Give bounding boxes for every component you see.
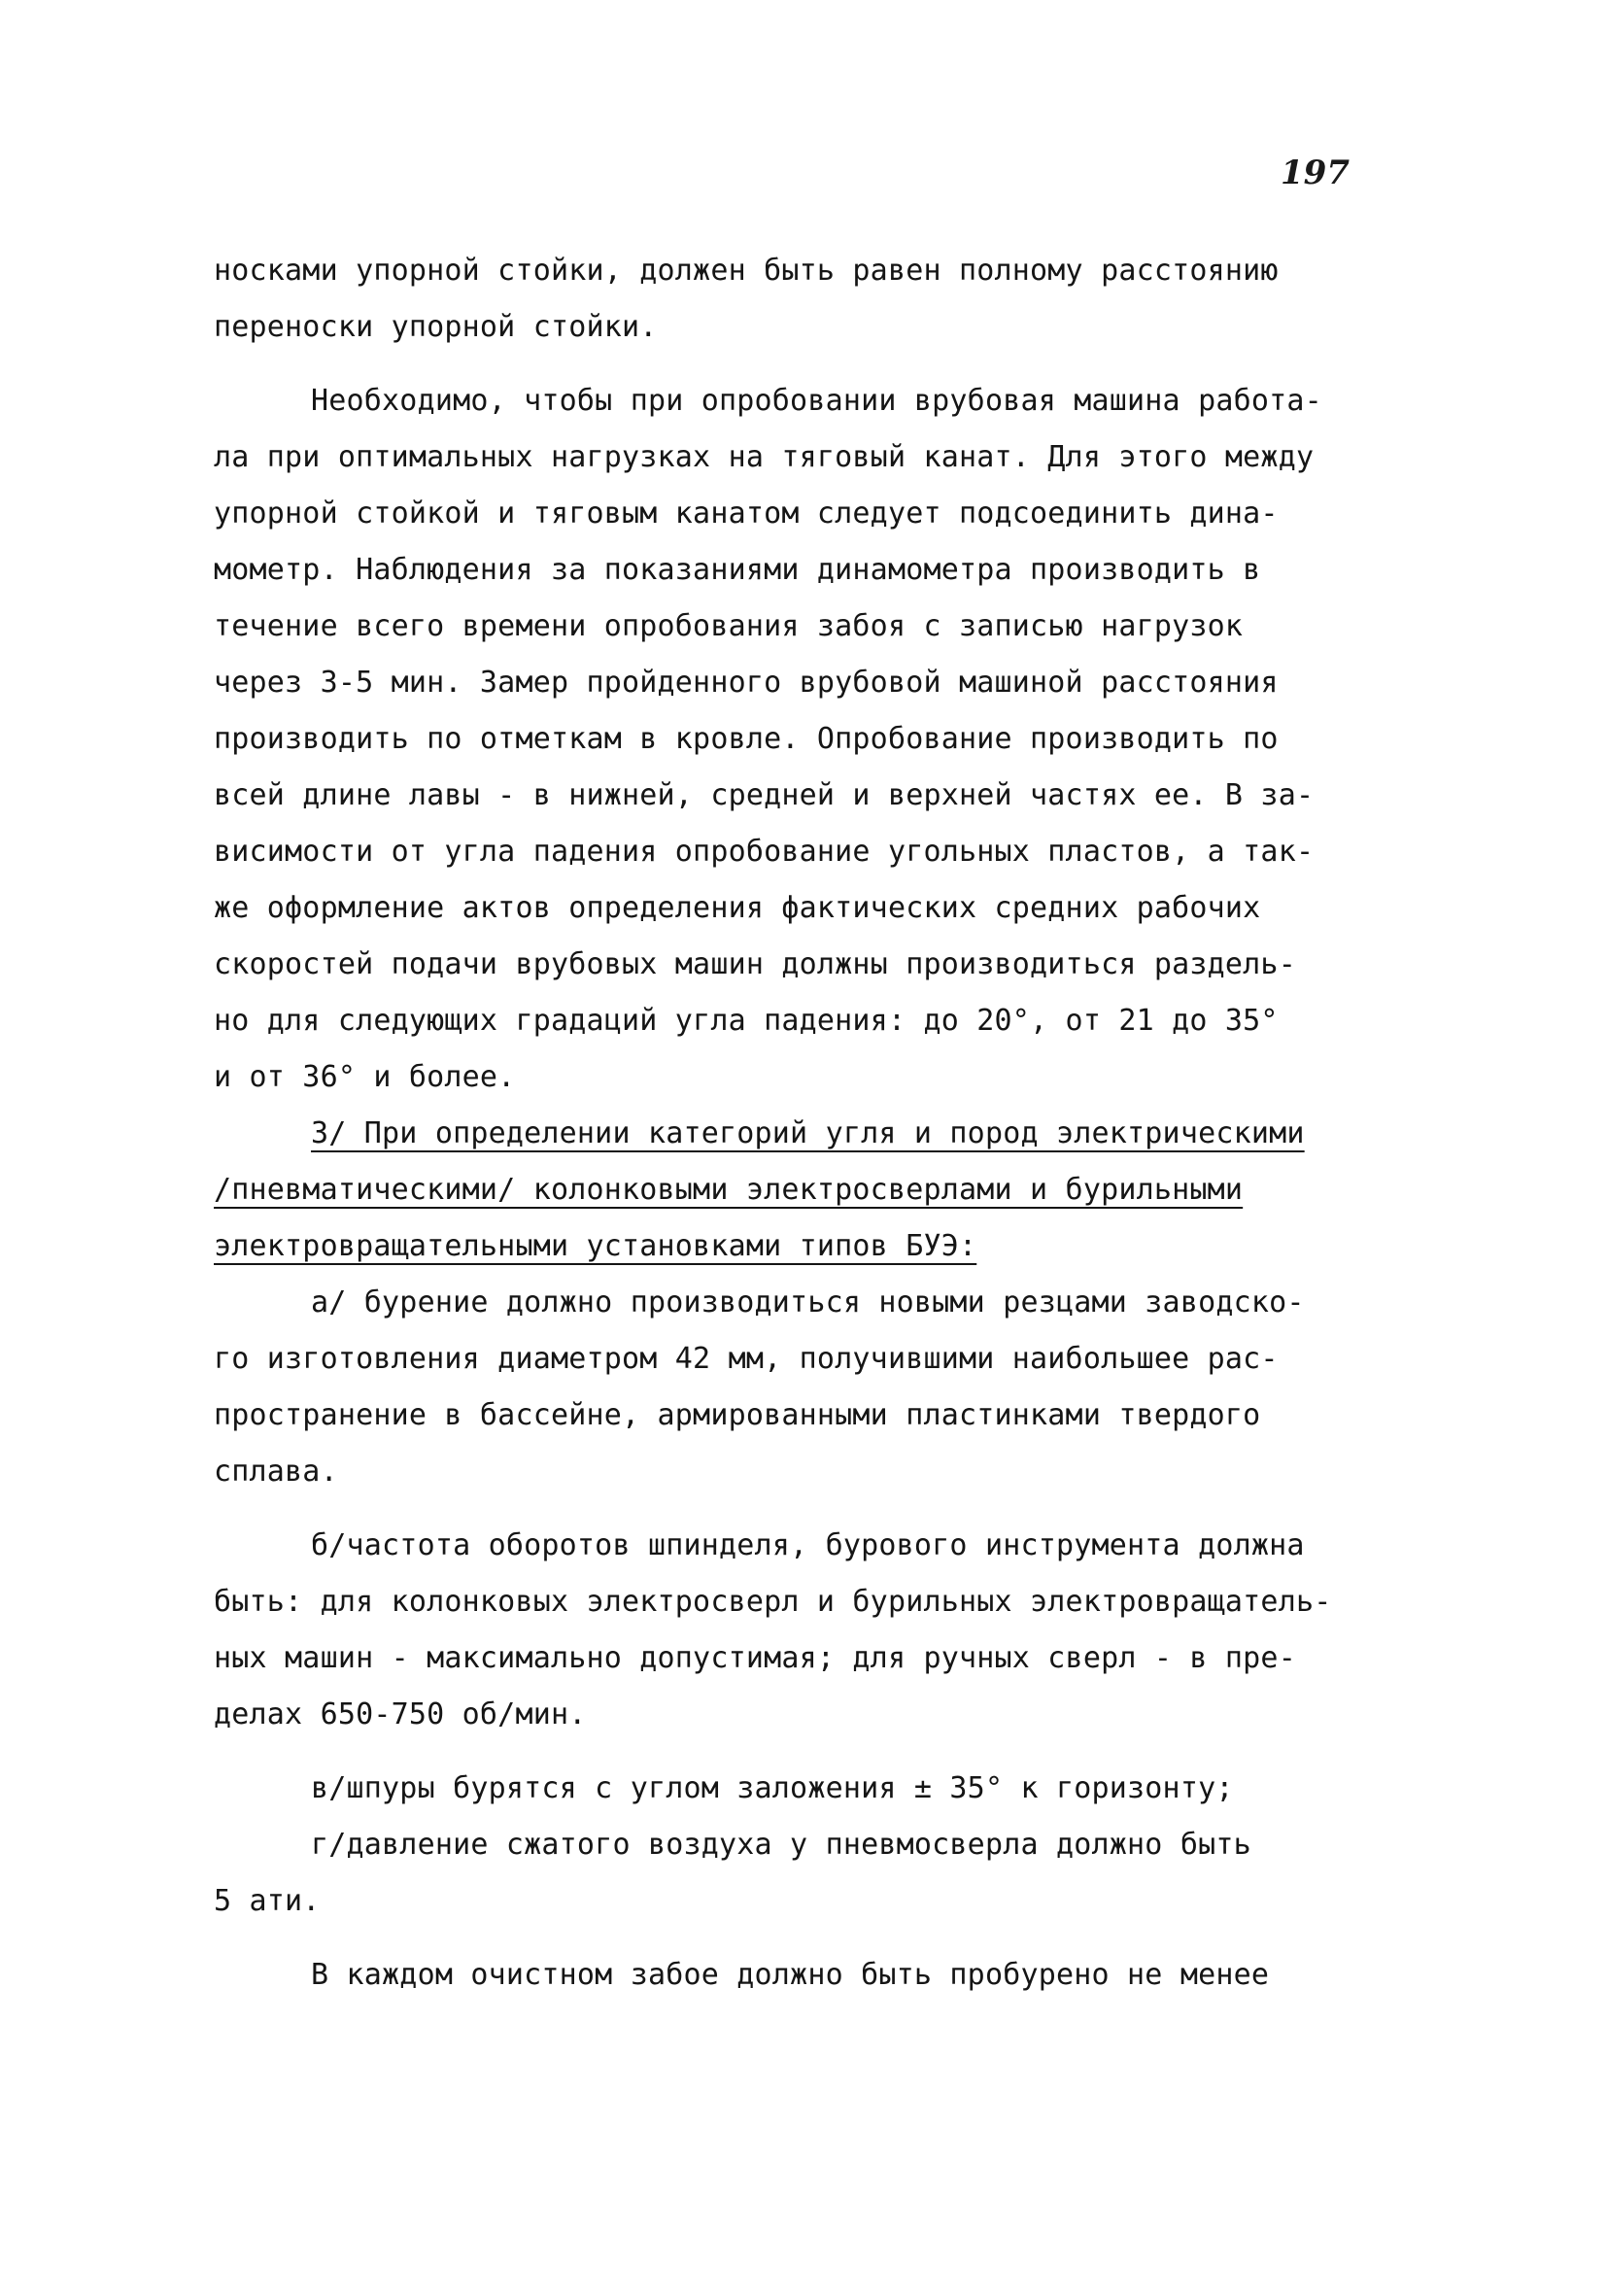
text-line: носками упорной стойки, должен быть равен полному расстоянию: [214, 254, 1279, 288]
text-line: в/шпуры бурятся с углом заложения ± 35° к горизонту;: [311, 1771, 1234, 1805]
text-line: же оформление актов определения фактических средних рабочих: [214, 891, 1261, 925]
text-line: а/ бурение должно производиться новыми резцами заводско-: [311, 1285, 1305, 1319]
text-line: висимости от угла падения опробование угольных пластов, а так-: [214, 835, 1315, 869]
text-line: течение всего времени опробования забоя с записью нагрузок: [214, 609, 1244, 643]
text-line: быть: для колонковых электросверл и бурильных электровращатель-: [214, 1585, 1332, 1619]
section-heading-line: электровращательными установками типов БУЭ:: [214, 1229, 977, 1263]
text-line: пространение в бассейне, армированными пластинками твердого: [214, 1398, 1261, 1432]
text-line: 5 ати.: [214, 1884, 321, 1918]
text-line: производить по отметкам в кровле. Опробование производить по: [214, 722, 1279, 756]
text-line: ла при оптимальных нагрузках на тяговый канат. Для этого между: [214, 440, 1315, 474]
text-line: но для следующих градаций угла падения: до 20°, от 21 до 35°: [214, 1004, 1279, 1038]
text-line: Необходимо, чтобы при опробовании врубовая машина работа-: [311, 384, 1322, 418]
text-line: через 3-5 мин. Замер пройденного врубовой машиной расстояния: [214, 666, 1279, 700]
text-line: всей длине лавы - в нижней, средней и верхней частях ее. В за-: [214, 778, 1315, 812]
document-body: [214, 243, 1428, 2004]
text-line: ных машин - максимально допустимая; для ручных сверл - в пре-: [214, 1641, 1296, 1675]
section-heading-line: 3/ При определении категорий угля и пород электрическими: [311, 1116, 1305, 1150]
text-line: упорной стойкой и тяговым канатом следует подсоединить дина-: [214, 497, 1279, 531]
text-line: б/частота оборотов шпинделя, бурового инструмента должна: [311, 1528, 1305, 1562]
text-line: В каждом очистном забое должно быть пробурено не менее: [311, 1958, 1270, 1992]
text-line: делах 650-750 об/мин.: [214, 1697, 587, 1731]
text-line: и от 36° и более.: [214, 1060, 516, 1094]
text-line: переноски упорной стойки.: [214, 310, 658, 344]
text-line: скоростей подачи врубовых машин должны производиться раздель-: [214, 947, 1296, 981]
text-line: го изготовления диаметром 42 мм, получившими наибольшее рас-: [214, 1342, 1279, 1376]
text-line: мометр. Наблюдения за показаниями динамометра производить в: [214, 553, 1261, 587]
page-number: 197: [1281, 154, 1350, 192]
section-heading-line: /пневматическими/ колонковыми электросверлами и бурильными: [214, 1173, 1244, 1207]
text-line: сплава.: [214, 1455, 338, 1489]
text-line: г/давление сжатого воздуха у пневмосверла должно быть: [311, 1828, 1251, 1862]
